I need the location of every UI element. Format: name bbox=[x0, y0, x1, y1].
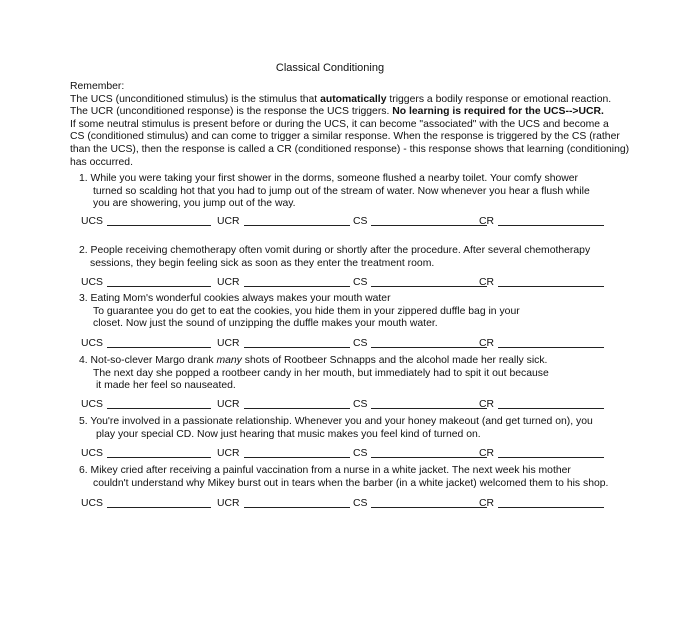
cs-blank[interactable] bbox=[353, 446, 487, 459]
intro-section bbox=[70, 81, 645, 169]
cs-answer-line[interactable] bbox=[371, 275, 487, 287]
cs-label: CS bbox=[353, 277, 368, 288]
ucs-answer-line[interactable] bbox=[107, 214, 211, 226]
question-text: you are showering, you jump out of the way. bbox=[93, 198, 296, 210]
ucr-label: UCR bbox=[217, 399, 240, 410]
question-text: To guarantee you do get to eat the cookies, you hide them in your zippered duffle bag in your bbox=[93, 305, 520, 317]
intro-text: The UCR (unconditioned response) is the response the UCS triggers. bbox=[70, 106, 393, 118]
ucr-blank[interactable] bbox=[217, 275, 350, 288]
cs-label: CS bbox=[353, 498, 368, 509]
cr-label: CR bbox=[479, 216, 495, 227]
ucs-blank[interactable] bbox=[81, 496, 211, 509]
ucs-blank[interactable] bbox=[81, 446, 211, 459]
question-2 bbox=[79, 245, 639, 270]
ucs-blank[interactable] bbox=[81, 275, 211, 288]
ucs-answer-line[interactable] bbox=[107, 275, 211, 287]
cr-label: CR bbox=[479, 399, 495, 410]
question-text: sessions, they begin feeling sick as soon as they enter the treatment room. bbox=[90, 257, 435, 269]
cs-label: CS bbox=[353, 338, 368, 349]
answer-row-2 bbox=[81, 275, 621, 289]
intro-ucs-definition bbox=[70, 94, 645, 107]
answer-row-3 bbox=[81, 336, 621, 350]
ucr-answer-line[interactable] bbox=[244, 275, 350, 287]
question-text bbox=[79, 355, 639, 368]
page-title: Classical Conditioning bbox=[275, 62, 385, 74]
ucs-label: UCS bbox=[81, 399, 103, 410]
ucr-answer-line[interactable] bbox=[244, 496, 350, 508]
answer-row-5 bbox=[81, 446, 621, 460]
cr-label: CR bbox=[479, 448, 495, 459]
cr-blank[interactable] bbox=[479, 275, 604, 288]
cr-answer-line[interactable] bbox=[498, 496, 604, 508]
cr-label: CR bbox=[479, 498, 495, 509]
ucr-blank[interactable] bbox=[217, 496, 350, 509]
ucs-answer-line[interactable] bbox=[107, 336, 211, 348]
question-text: 2. People receiving chemotherapy often vomit during or shortly after the procedure. After several chemotherapy bbox=[79, 245, 591, 256]
question-text: play your special CD. Now just hearing that music makes you feel kind of turned on. bbox=[96, 428, 481, 440]
cr-blank[interactable] bbox=[479, 496, 604, 509]
intro-text: triggers a bodily response or emotional reaction. bbox=[386, 93, 612, 105]
question-text: 3. Eating Mom's wonderful cookies always makes your mouth water bbox=[79, 293, 391, 304]
ucs-blank[interactable] bbox=[81, 214, 211, 227]
question-text: couldn't understand why Mikey burst out in tears when the barber (in a white jacket) welcomed them to his shop. bbox=[93, 477, 609, 489]
ucr-label: UCR bbox=[217, 338, 240, 349]
question-text: 1. While you were taking your first shower in the dorms, someone flushed a nearby toilet. Your comfy shower bbox=[79, 173, 578, 184]
question-text: 6. Mikey cried after receiving a painful vaccination from a nurse in a white jacket. The next week his mother bbox=[79, 465, 571, 476]
cs-blank[interactable] bbox=[353, 275, 487, 288]
ucr-label: UCR bbox=[217, 216, 240, 227]
intro-line: has occurred. bbox=[70, 156, 133, 168]
cs-label: CS bbox=[353, 399, 368, 410]
cr-blank[interactable] bbox=[479, 214, 604, 227]
ucr-answer-line[interactable] bbox=[244, 446, 350, 458]
cr-answer-line[interactable] bbox=[498, 214, 604, 226]
cr-answer-line[interactable] bbox=[498, 397, 604, 409]
ucs-label: UCS bbox=[81, 448, 103, 459]
ucs-answer-line[interactable] bbox=[107, 496, 211, 508]
intro-text: The UCS (unconditioned stimulus) is the stimulus that bbox=[70, 93, 321, 105]
ucs-label: UCS bbox=[81, 498, 103, 509]
cs-blank[interactable] bbox=[353, 496, 487, 509]
question-text: closet. Now just the sound of unzipping the duffle makes your mouth water. bbox=[93, 318, 438, 330]
ucr-blank[interactable] bbox=[217, 397, 350, 410]
ucs-label: UCS bbox=[81, 277, 103, 288]
intro-line: CS (conditioned stimulus) and can come to trigger a similar response. When the response is triggered by the CS (rather bbox=[70, 131, 620, 143]
cr-blank[interactable] bbox=[479, 336, 604, 349]
ucr-answer-line[interactable] bbox=[244, 214, 350, 226]
cr-blank[interactable] bbox=[479, 446, 604, 459]
cs-blank[interactable] bbox=[353, 214, 487, 227]
intro-bold-text: No learning is required for the UCS-->UCR. bbox=[392, 106, 604, 118]
intro-line: If some neutral stimulus is present before or during the UCS, it can become "associated" with the UCS and become a bbox=[70, 118, 609, 130]
ucs-answer-line[interactable] bbox=[107, 397, 211, 409]
answer-row-6 bbox=[81, 496, 621, 510]
cs-blank[interactable] bbox=[353, 336, 487, 349]
cr-blank[interactable] bbox=[479, 397, 604, 410]
cr-answer-line[interactable] bbox=[498, 446, 604, 458]
ucr-blank[interactable] bbox=[217, 336, 350, 349]
ucs-blank[interactable] bbox=[81, 336, 211, 349]
ucs-label: UCS bbox=[81, 338, 103, 349]
question-text-part: shots of Rootbeer Schnapps and the alcohol made her really sick. bbox=[241, 355, 548, 366]
ucs-answer-line[interactable] bbox=[107, 446, 211, 458]
question-text: 5. You're involved in a passionate relationship. Whenever you and your honey makeout (and get turned on), you bbox=[79, 416, 593, 427]
ucr-blank[interactable] bbox=[217, 214, 350, 227]
answer-row-1 bbox=[81, 214, 621, 228]
cr-answer-line[interactable] bbox=[498, 336, 604, 348]
cs-answer-line[interactable] bbox=[371, 214, 487, 226]
cs-label: CS bbox=[353, 448, 368, 459]
intro-ucr-definition bbox=[70, 106, 645, 119]
cs-blank[interactable] bbox=[353, 397, 487, 410]
question-italic-text: many bbox=[216, 355, 242, 366]
question-5 bbox=[79, 416, 639, 441]
cr-label: CR bbox=[479, 277, 495, 288]
cr-label: CR bbox=[479, 338, 495, 349]
ucr-label: UCR bbox=[217, 277, 240, 288]
intro-remember: Remember: bbox=[70, 81, 125, 92]
cs-answer-line[interactable] bbox=[371, 336, 487, 348]
question-text: it made her feel so nauseated. bbox=[96, 380, 236, 392]
question-6 bbox=[79, 465, 639, 490]
question-text: The next day she popped a rootbeer candy in her mouth, but immediately had to spit it out because bbox=[93, 367, 549, 379]
answer-row-4 bbox=[81, 397, 621, 411]
question-text-part: 4. Not-so-clever Margo drank bbox=[79, 355, 217, 366]
cr-answer-line[interactable] bbox=[498, 275, 604, 287]
ucr-label: UCR bbox=[217, 448, 240, 459]
question-4 bbox=[79, 355, 639, 393]
question-text: turned so scalding hot that you had to jump out of the stream of water. Now whenever you hear a flush while bbox=[93, 185, 590, 197]
ucr-blank[interactable] bbox=[217, 446, 350, 459]
question-1 bbox=[79, 173, 639, 211]
ucs-blank[interactable] bbox=[81, 397, 211, 410]
cs-label: CS bbox=[353, 216, 368, 227]
ucs-label: UCS bbox=[81, 216, 103, 227]
cs-answer-line[interactable] bbox=[371, 397, 487, 409]
cs-answer-line[interactable] bbox=[371, 446, 487, 458]
intro-bold-text: automatically bbox=[320, 93, 387, 105]
ucr-label: UCR bbox=[217, 498, 240, 509]
ucr-answer-line[interactable] bbox=[244, 397, 350, 409]
ucr-answer-line[interactable] bbox=[244, 336, 350, 348]
question-3 bbox=[79, 293, 639, 331]
cs-answer-line[interactable] bbox=[371, 496, 487, 508]
intro-line: than the UCS), then the response is called a CR (conditioned response) - this response shows that learning (conditioning) bbox=[70, 143, 630, 155]
